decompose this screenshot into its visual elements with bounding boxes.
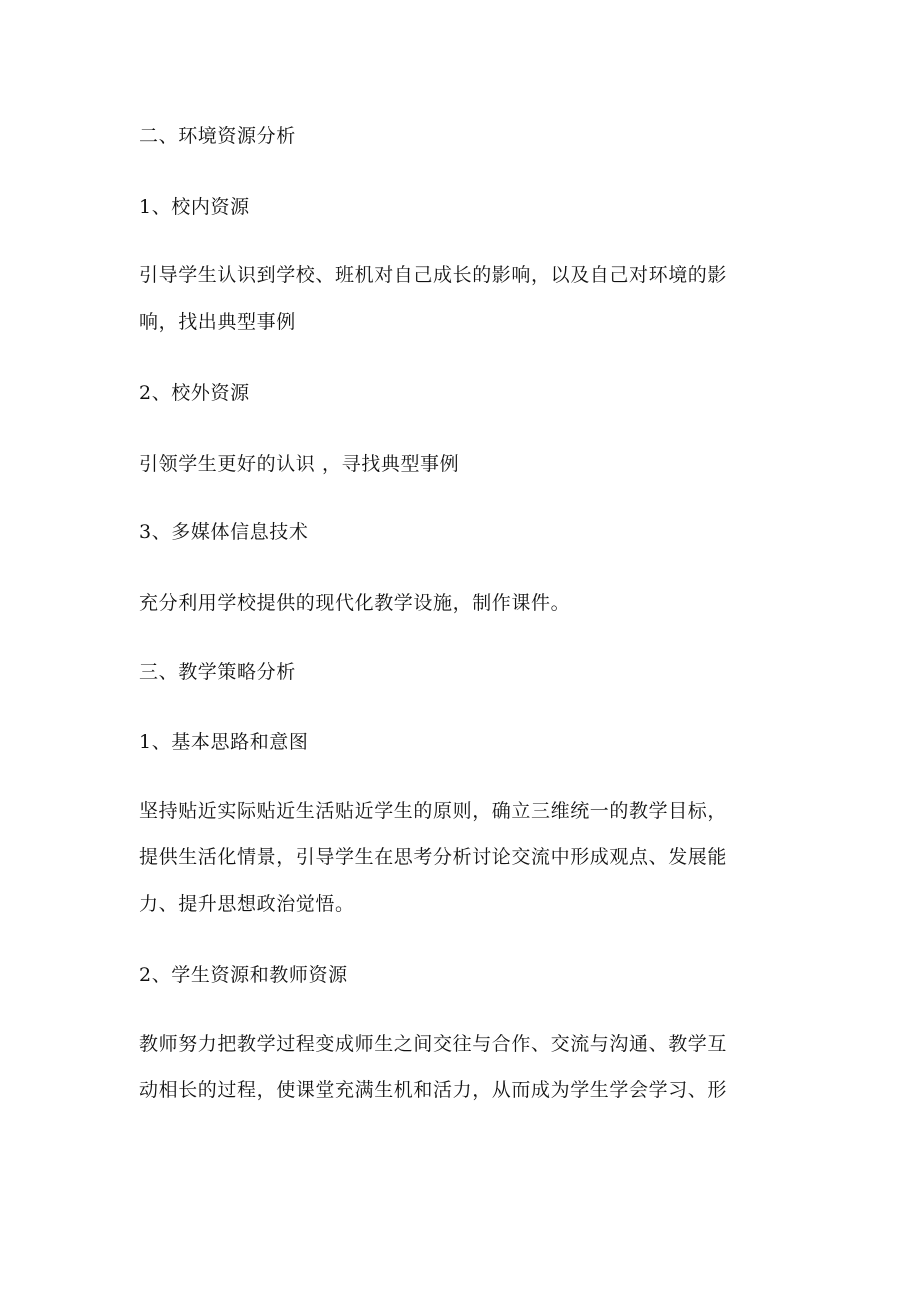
paragraph-line: 提供生活化情景，引导学生在思考分析讨论交流中形成观点、发展能 bbox=[139, 846, 728, 868]
section-heading-environment-resources: 二、环境资源分析 bbox=[139, 125, 296, 147]
subheading-offcampus-resources: 2、校外资源 bbox=[139, 382, 250, 404]
paragraph-line: 响，找出典型事例 bbox=[139, 311, 296, 333]
subheading-student-teacher-resources: 2、学生资源和教师资源 bbox=[139, 964, 348, 986]
subheading-basic-approach: 1、基本思路和意图 bbox=[139, 731, 309, 753]
paragraph-line: 教师努力把教学过程变成师生之间交往与合作、交流与沟通、教学互 bbox=[139, 1033, 728, 1055]
paragraph-line: 引导学生认识到学校、班机对自己成长的影响，以及自己对环境的影 bbox=[139, 264, 728, 286]
subheading-campus-resources: 1、校内资源 bbox=[139, 196, 250, 218]
paragraph-line: 引领学生更好的认识 ，寻找典型事例 bbox=[139, 453, 460, 475]
paragraph-line: 坚持贴近实际贴近生活贴近学生的原则，确立三维统一的教学目标， bbox=[139, 800, 728, 822]
section-heading-teaching-strategy: 三、教学策略分析 bbox=[139, 661, 296, 683]
subheading-multimedia: 3、多媒体信息技术 bbox=[139, 521, 309, 543]
paragraph-line: 动相长的过程，使课堂充满生机和活力，从而成为学生学会学习、形 bbox=[139, 1079, 728, 1101]
paragraph-line: 力、提升思想政治觉悟。 bbox=[139, 893, 355, 915]
paragraph-line: 充分利用学校提供的现代化教学设施，制作课件。 bbox=[139, 592, 571, 614]
